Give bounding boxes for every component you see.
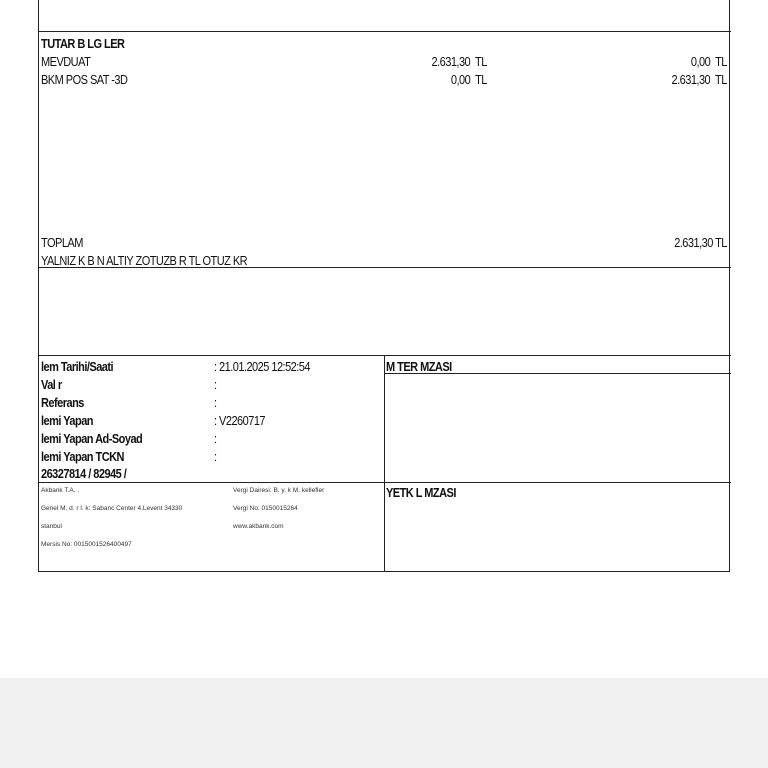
total-value: 2.631,30 TL	[674, 236, 727, 250]
detail-value: :	[214, 432, 217, 446]
customer-signature-label: M TER MZASI	[386, 360, 452, 374]
receipt-document	[38, 0, 730, 572]
detail-value: :	[214, 378, 217, 392]
amount-row-label: MEVDUAT	[41, 55, 91, 69]
amount-row-value: 2.631,30 TL	[671, 73, 727, 87]
detail-label: lemi Yapan Ad-Soyad	[41, 432, 143, 446]
detail-label: Referans	[41, 396, 84, 410]
detail-value: : 21.01.2025 12:52:54	[214, 360, 310, 374]
detail-code: 26327814 / 82945 /	[41, 467, 127, 481]
bank-info-line: Genel M. d. r l. k: Sabanc Center 4.Levent 34330	[41, 505, 183, 512]
divider-vertical	[384, 355, 385, 572]
bank-info-line: stanbul	[41, 523, 62, 530]
divider-details-top	[39, 355, 731, 356]
amounts-title: TUTAR B LG LER	[41, 37, 125, 51]
bank-info-line: Mersis No: 0015001526400497	[41, 541, 132, 548]
amount-row-label: BKM POS SAT -3D	[41, 73, 128, 87]
total-label: TOPLAM	[41, 236, 83, 250]
amount-row-value: 2.631,30 TL	[431, 55, 487, 69]
bank-info-line: Vergi No: 0150015264	[233, 505, 298, 512]
detail-value: :	[214, 396, 217, 410]
amount-row-value: 0,00 TL	[451, 73, 487, 87]
divider-top	[39, 31, 731, 32]
detail-value: :	[214, 450, 217, 464]
detail-label: lemi Yapan TCKN	[41, 450, 124, 464]
detail-label: lem Tarihi/Saati	[41, 360, 114, 374]
bank-info-line: www.akbank.com	[233, 523, 284, 530]
authorized-signature-label: YETK L MZASI	[386, 486, 456, 500]
amount-in-words: YALNIZ K B N ALTIY ZOTUZB R TL OTUZ KR	[41, 254, 248, 268]
detail-value: : V2260717	[214, 414, 265, 428]
amount-row-value: 0,00 TL	[691, 55, 727, 69]
screen-bottom-background	[0, 678, 768, 768]
divider-bank-info-top	[39, 482, 731, 483]
bank-info-line: Akbank T.A. .	[41, 487, 80, 494]
detail-label: lemi Yapan	[41, 414, 94, 428]
bank-info-line: Vergi Dairesi: B. y. k M. kellefler	[233, 487, 325, 494]
detail-label: Val r	[41, 378, 62, 392]
